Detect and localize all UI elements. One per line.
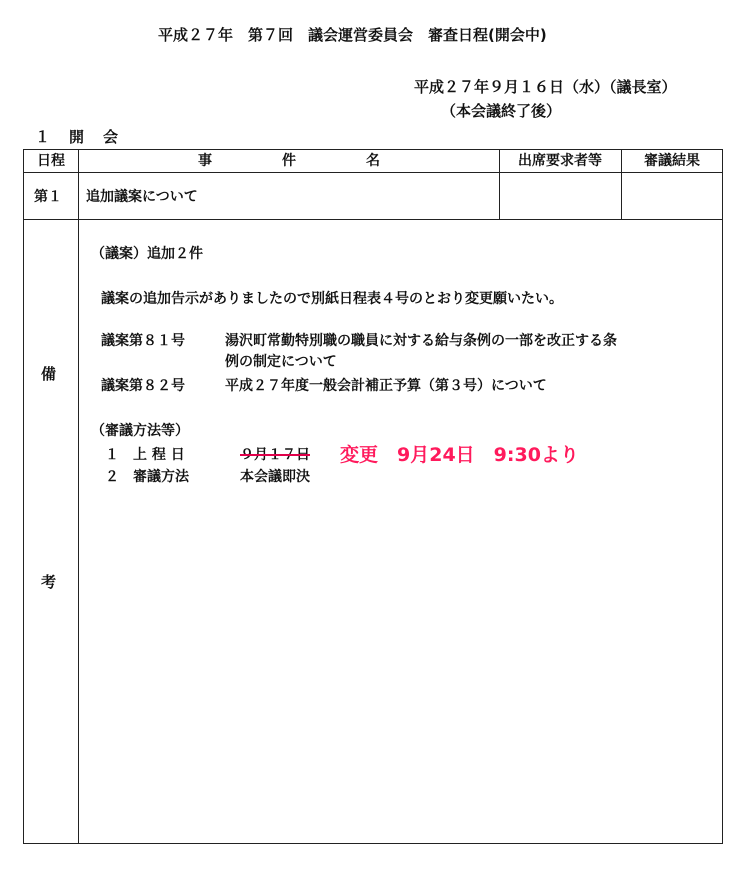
column-divider-1 [78,150,79,843]
item1-change-annotation: 変更 9月24日 9:30より [340,444,579,466]
remarks-label-1: 備 [41,365,57,383]
opening-label: １ 開 会 [35,128,121,146]
proposal-heading: （議案）追加２件 [91,246,203,262]
meeting-date: 平成２７年９月１６日（水）（議長室） [414,78,677,96]
bill82-title: 平成２７年度一般会計補正予算（第３号）について [225,378,547,394]
header-divider [24,172,722,173]
row1-subject: 追加議案について [86,189,198,205]
meeting-session: （本会議終了後） [441,102,562,120]
method-heading: （審議方法等） [91,423,189,439]
bill81-title-line1: 湯沢町常勤特別職の職員に対する給与条例の一部を改正する条 [225,333,617,349]
remarks-label-2: 考 [41,573,57,591]
bill82-number: 議案第８２号 [101,378,185,394]
document-title: 平成２７年 第７回 議会運営委員会 審査日程(開会中) [158,26,547,44]
header-result: 審議結果 [644,153,700,169]
bill81-number: 議案第８１号 [101,333,185,349]
header-subject: 事 件 名 [198,153,380,169]
item1-old-date: ９月１７日 [240,447,310,463]
header-attendees: 出席要求者等 [518,153,602,169]
bill81-title-line2: 例の制定について [225,354,337,370]
proposal-intro: 議案の追加告示がありましたので別紙日程表４号のとおり変更願いたい。 [101,291,563,307]
item1-label: １ 上 程 日 [105,447,185,463]
row-divider [24,219,722,220]
item2-label: ２ 審議方法 [105,469,189,485]
item2-value: 本会議即決 [240,469,310,485]
row1-number: 第１ [34,189,62,205]
header-date: 日程 [37,153,65,169]
